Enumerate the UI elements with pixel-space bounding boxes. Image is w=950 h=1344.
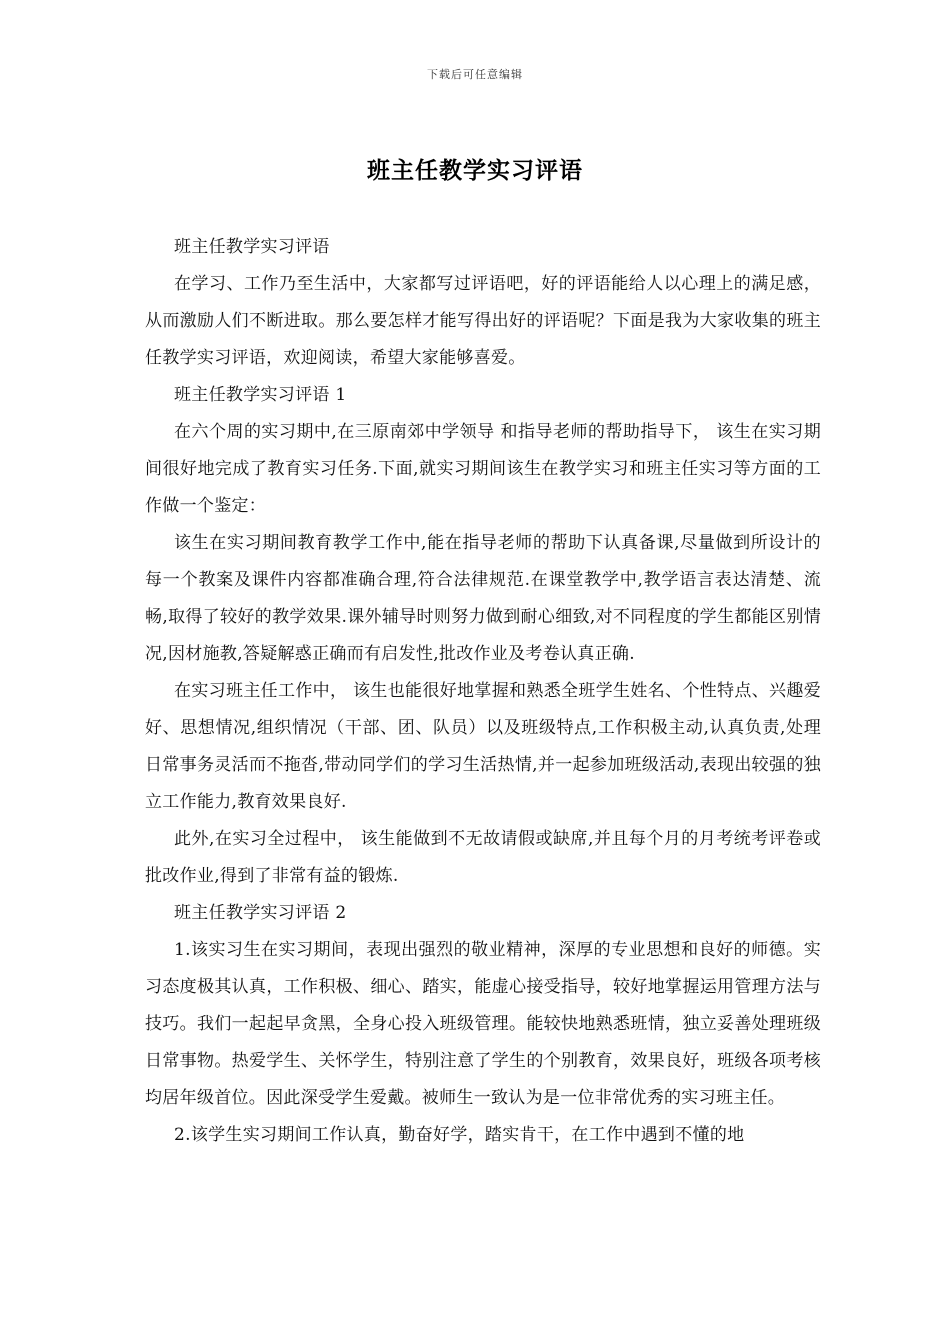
section-heading-1: 班主任教学实习评语 1	[174, 385, 347, 405]
paragraph: 在六个周的实习期中,在三原南郊中学领导 和指导老师的帮助指导下， 该生在实习期间很好地完成了教育实习任务.下面,就实习期间该生在教学实习和班主任实习等方面的工作做一个鉴定：	[145, 422, 821, 516]
paragraph: 该生在实习期间教育教学工作中,能在指导老师的帮助下认真备课,尽量做到所设计的每一个教案及课件内容都准确合理,符合法律规范.在课堂教学中,教学语言表达清楚、流畅,取得了较好的教学效果.课外辅导时则努力做到耐心细致,对不同程度的学生都能区别情况,因材施教,答疑解惑正确而有启发性,批改作业及考卷认真正确.	[145, 533, 821, 664]
paragraph: 2.该学生实习期间工作认真，勤奋好学，踏实肯干，在工作中遇到不懂的地	[174, 1125, 745, 1145]
paragraph: 在实习班主任工作中， 该生也能很好地掌握和熟悉全班学生姓名、个性特点、兴趣爱好、思想情况,组织情况（干部、团、队员）以及班级特点,工作积极主动,认真负责,处理日常事务灵活而不拖沓,带动同学们的学习生活热情,并一起参加班级活动,表现出较强的独立工作能力,教育效果良好.	[145, 681, 821, 812]
paragraph: 此外,在实习全过程中， 该生能做到不无故请假或缺席,并且每个月的月考统考评卷或批改作业,得到了非常有益的锻炼.	[145, 829, 821, 886]
document-title: 班主任教学实习评语	[367, 157, 583, 184]
document-body	[145, 229, 821, 1154]
header-note: 下载后可任意编辑	[427, 68, 523, 81]
paragraph: 1.该实习生在实习期间，表现出强烈的敬业精神，深厚的专业思想和良好的师德。实习态度极其认真，工作积极、细心、踏实，能虚心接受指导，较好地掌握运用管理方法与技巧。我们一起起早贪黑，全身心投入班级管理。能较快地熟悉班情，独立妥善处理班级日常事物。热爱学生、关怀学生，特别注意了学生的个别教育，效果良好，班级各项考核均居年级首位。因此深受学生爱戴。被师生一致认为是一位非常优秀的实习班主任。	[145, 940, 821, 1108]
paragraph-intro: 在学习、工作乃至生活中，大家都写过评语吧，好的评语能给人以心理上的满足感，从而激励人们不断进取。那么要怎样才能写得出好的评语呢？下面是我为大家收集的班主任教学实习评语，欢迎阅读，希望大家能够喜爱。	[145, 274, 821, 368]
section-heading-2: 班主任教学实习评语 2	[174, 903, 347, 923]
paragraph-subtitle: 班主任教学实习评语	[174, 237, 330, 257]
